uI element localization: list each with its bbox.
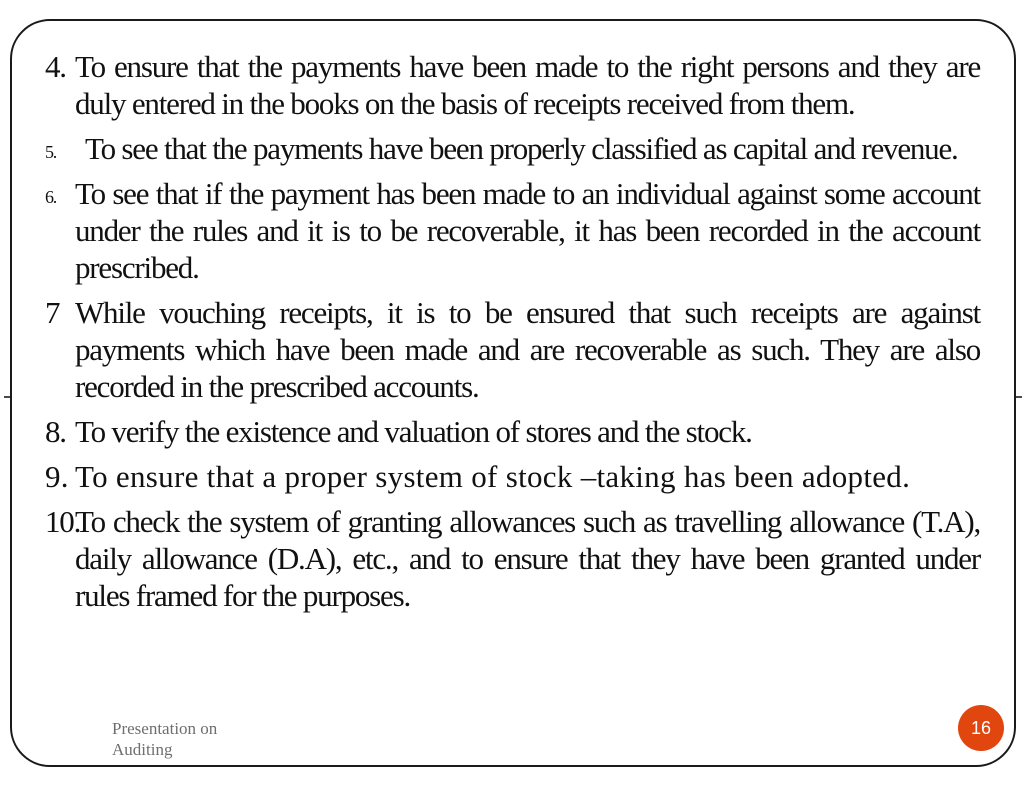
item-number: 10.	[45, 504, 81, 539]
list-item-9	[45, 458, 980, 495]
item-number: 9.	[45, 459, 69, 494]
list-item-6	[45, 175, 980, 286]
item-text: To verify the existence and valuation of stores and the stock.	[75, 414, 752, 449]
item-number: 6.	[45, 187, 57, 207]
item-text: To ensure that a proper system of stock –taking has been adopted.	[75, 459, 911, 494]
list-item-8	[45, 413, 980, 450]
page-number-badge: 16	[958, 705, 1004, 751]
left-edge-marker	[4, 396, 10, 398]
item-text: To see that if the payment has been made to an individual against some account under the rules and it is to be recoverable, it has been recorded in the account prescribed.	[75, 176, 980, 285]
list-item-5	[45, 130, 980, 167]
footer-caption: Presentation on Auditing	[112, 719, 218, 759]
item-number: 7	[45, 295, 60, 330]
list-item-10	[45, 503, 980, 614]
item-number: 5.	[45, 142, 57, 162]
item-text: To see that the payments have been properly classified as capital and revenue.	[85, 131, 958, 166]
right-edge-marker	[1016, 396, 1022, 398]
item-number: 4.	[45, 49, 66, 84]
item-text: To check the system of granting allowances such as travelling allowance (T.A), daily allowance (D.A), etc., and to ensure that they have been granted under rules framed for the purposes.	[75, 504, 980, 613]
item-text: While vouching receipts, it is to be ensured that such receipts are against payments which have been made and are recoverable as such. They are also recorded in the prescribed accounts.	[75, 295, 980, 404]
list-item-4	[45, 48, 980, 122]
slide-body	[45, 48, 980, 622]
item-text: To ensure that the payments have been made to the right persons and they are duly entered in the books on the basis of receipts received from them.	[75, 49, 980, 121]
item-number: 8.	[45, 414, 66, 449]
list-item-7	[45, 294, 980, 405]
